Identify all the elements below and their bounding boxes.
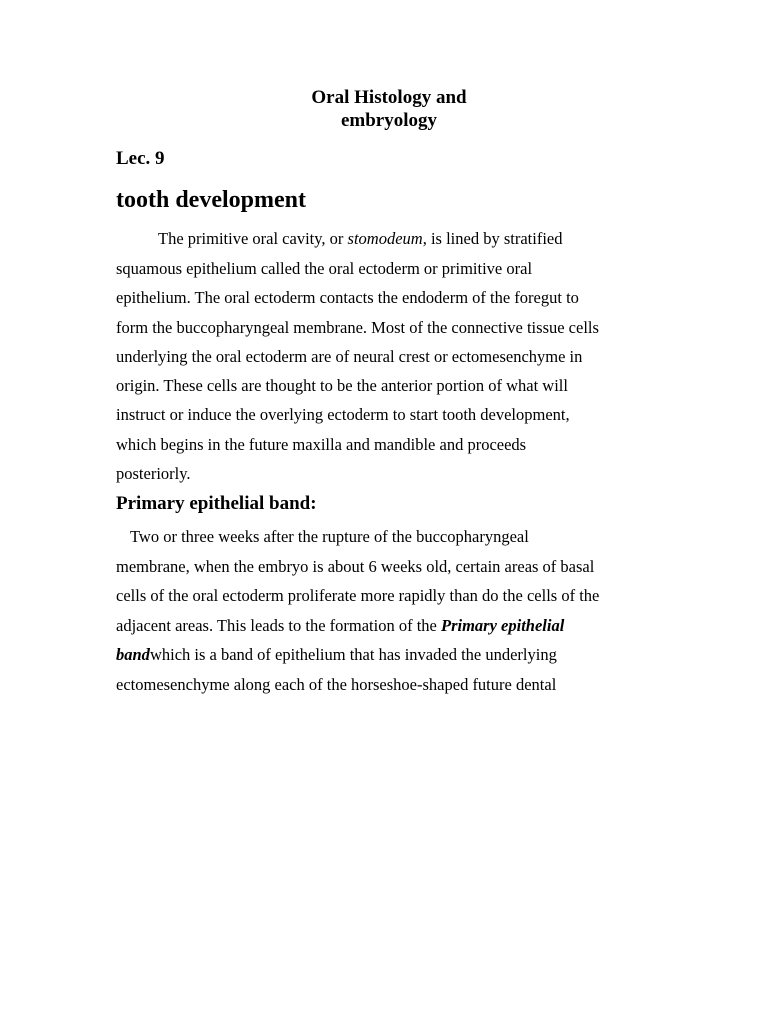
para1-line-3: epithelium. The oral ectoderm contacts the endoderm of the foregut to: [116, 288, 579, 307]
para1-line-7: instruct or induce the overlying ectoderm to start tooth development,: [116, 405, 570, 424]
para1-line-9: posteriorly.: [116, 464, 191, 483]
para1-line-1: [158, 229, 563, 249]
para2-line-6: ectomesenchyme along each of the horseshoe-shaped future dental: [116, 675, 557, 694]
para2-line-1: Two or three weeks after the rupture of the buccopharyngeal: [130, 527, 529, 546]
para1-italic-term: stomodeum: [347, 229, 423, 248]
section-heading: tooth development: [116, 187, 306, 213]
para2-line-5: [116, 645, 557, 665]
subsection-heading: Primary epithelial band:: [116, 493, 317, 514]
para1-text: The primitive oral cavity, or: [158, 229, 348, 248]
para1-line-5: underlying the oral ectoderm are of neural crest or ectomesenchyme in: [116, 347, 583, 366]
para2-line-2: membrane, when the embryo is about 6 weeks old, certain areas of basal: [116, 557, 595, 576]
document-title-line-2: embryology: [340, 110, 438, 131]
para2-bold-term: band: [116, 645, 150, 664]
para2-line-4: [116, 616, 564, 636]
para2-bold-term: Primary epithelial: [441, 616, 565, 635]
para2-line-3: cells of the oral ectoderm proliferate more rapidly than do the cells of the: [116, 586, 600, 605]
para1-line-2: squamous epithelium called the oral ectoderm or primitive oral: [116, 259, 533, 278]
para1-line-8: which begins in the future maxilla and mandible and proceeds: [116, 435, 527, 454]
para2-text: adjacent areas. This leads to the formation of the: [116, 616, 441, 635]
para1-text: , is lined by stratified: [422, 229, 563, 248]
lecture-number: Lec. 9: [116, 148, 165, 169]
para1-line-6: origin. These cells are thought to be the anterior portion of what will: [116, 376, 568, 395]
para2-text: which is a band of epithelium that has invaded the underlying: [149, 645, 557, 664]
para1-line-4: form the buccopharyngeal membrane. Most of the connective tissue cells: [116, 318, 599, 337]
document-title-line-1: Oral Histology and: [311, 87, 467, 108]
